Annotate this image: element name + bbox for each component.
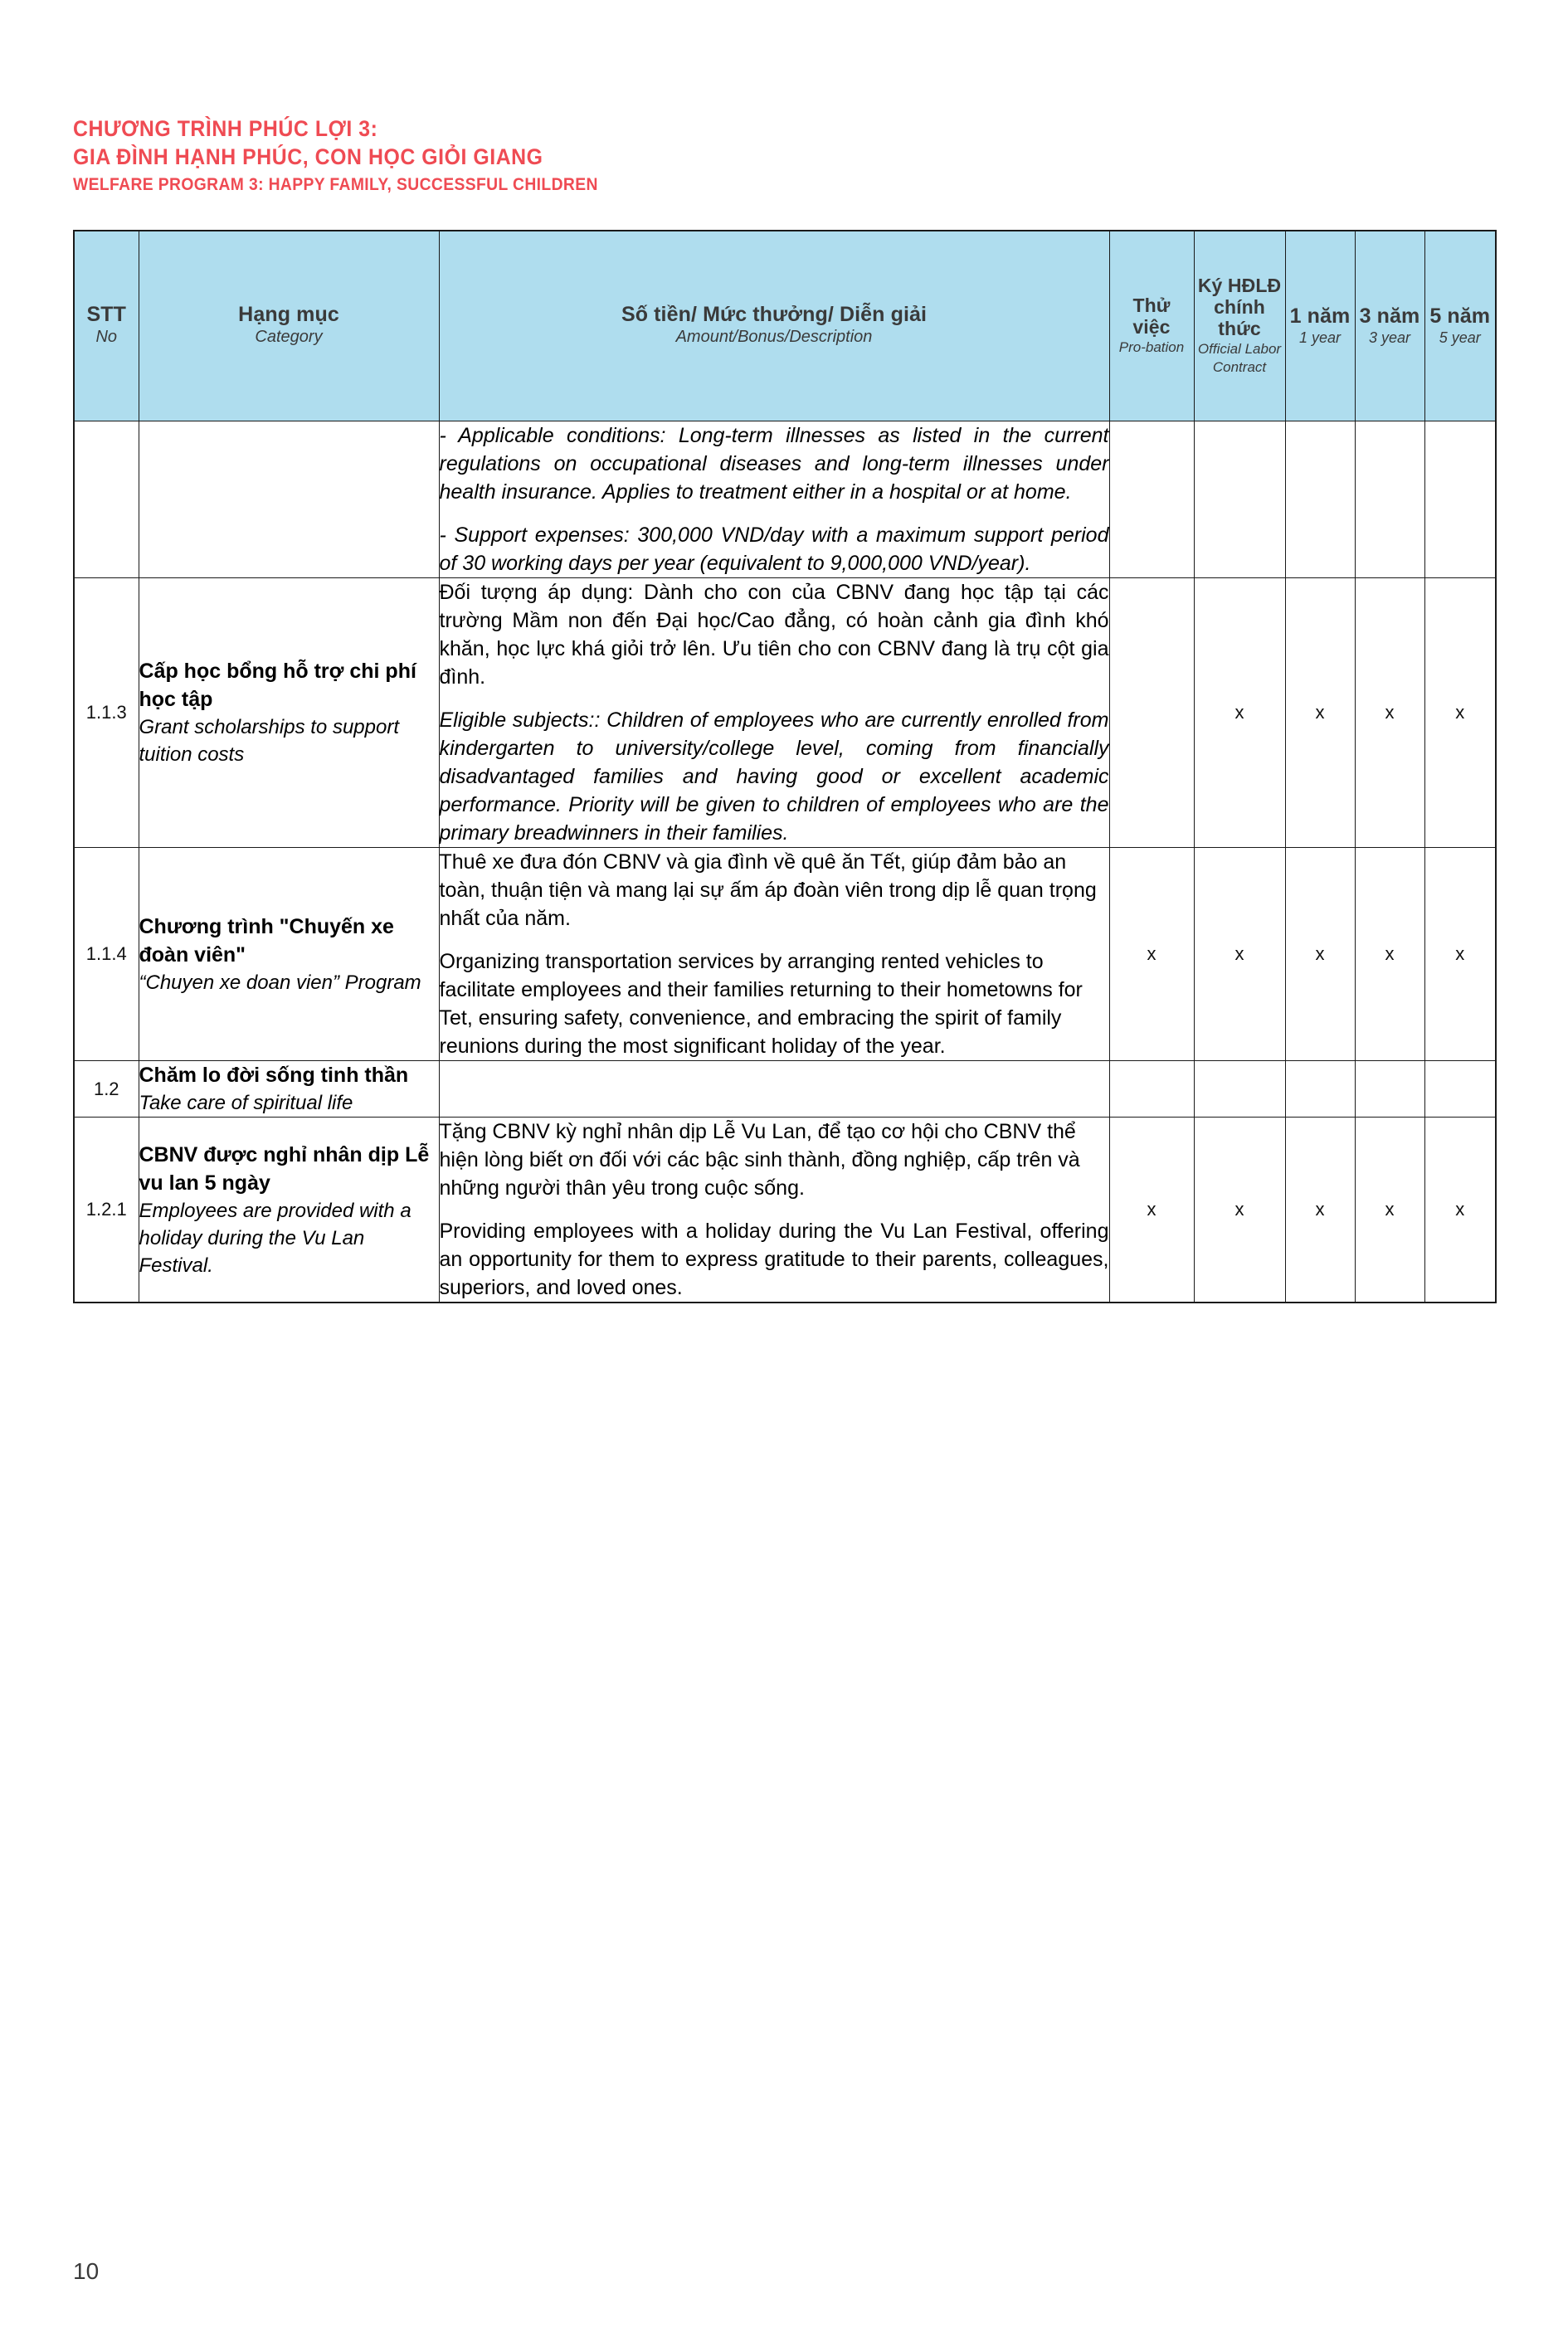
column-header-official-contract-vn: Ký HĐLĐ chính thức bbox=[1197, 274, 1282, 339]
description-cell bbox=[439, 848, 1109, 1061]
table-body bbox=[74, 421, 1496, 1303]
column-header-probation-en: Pro-bation bbox=[1118, 338, 1185, 355]
column-header-category-en: Category bbox=[255, 328, 323, 346]
eligibility-mark-y5: x bbox=[1424, 848, 1496, 1061]
eligibility-mark-y3: x bbox=[1355, 848, 1424, 1061]
eligibility-mark-probation: x bbox=[1109, 1118, 1194, 1303]
column-header-official-contract bbox=[1194, 231, 1285, 421]
column-header-stt-en: No bbox=[95, 328, 118, 346]
category-title-en: Grant scholarships to support tuition costs bbox=[139, 716, 399, 766]
column-header-1-year bbox=[1285, 231, 1355, 421]
table-row bbox=[74, 421, 1496, 578]
description-paragraph: Organizing transportation services by arranging rented vehicles to facilitate employees and their families returning to their hometowns for Tet, ensuring safety, convenience, and embracing the spirit of family reunions during the most significant holiday of the year. bbox=[439, 950, 1083, 1058]
description-paragraph: Providing employees with a holiday during the Vu Lan Festival, offering an opportunity for them to express gratitude to their parents, colleagues, superiors, and loved ones. bbox=[439, 1220, 1109, 1299]
eligibility-mark-y5 bbox=[1424, 421, 1496, 578]
column-header-description-en: Amount/Bonus/Description bbox=[675, 328, 873, 346]
eligibility-mark-official bbox=[1194, 421, 1285, 578]
column-header-3-year-en: 3 year bbox=[1368, 329, 1411, 346]
column-header-description bbox=[439, 231, 1109, 421]
eligibility-mark-y1: x bbox=[1285, 578, 1355, 848]
row-number-cell: 1.1.3 bbox=[74, 578, 139, 848]
eligibility-mark-official: x bbox=[1194, 848, 1285, 1061]
table-header-row bbox=[74, 231, 1496, 421]
description-cell bbox=[439, 578, 1109, 848]
column-header-stt-vn: STT bbox=[86, 303, 127, 326]
table-row bbox=[74, 1118, 1496, 1303]
eligibility-mark-probation: x bbox=[1109, 848, 1194, 1061]
column-header-1-year-vn: 1 năm bbox=[1289, 304, 1351, 328]
description-paragraph: Tặng CBNV kỳ nghỉ nhân dịp Lễ Vu Lan, để tạo cơ hội cho CBNV thể hiện lòng biết ơn đối với các bậc sinh thành, đồng nghiệp, cấp trên và những người thân yêu trong cuộc sống. bbox=[439, 1120, 1080, 1200]
benefits-table-container bbox=[73, 230, 1495, 1303]
category-title-vn: Cấp học bổng hỗ trợ chi phí học tập bbox=[139, 660, 416, 711]
eligibility-mark-probation bbox=[1109, 421, 1194, 578]
column-header-1-year-en: 1 year bbox=[1298, 329, 1342, 346]
column-header-description-vn: Số tiền/ Mức thưởng/ Diễn giải bbox=[621, 303, 928, 326]
category-title-vn: Chăm lo đời sống tinh thần bbox=[139, 1064, 409, 1087]
program-title-line-2: GIA ĐÌNH HẠNH PHÚC, CON HỌC GIỎI GIANG bbox=[73, 144, 543, 169]
eligibility-mark-y1 bbox=[1285, 1061, 1355, 1118]
column-header-5-year-en: 5 year bbox=[1439, 329, 1481, 346]
column-header-stt bbox=[74, 231, 139, 421]
description-paragraph: Đối tượng áp dụng: Dành cho con của CBNV đang học tập tại các trường Mầm non đến Đại học/Cao đẳng, có hoàn cảnh gia đình khó khăn, học lực khá giỏi trở lên. Ưu tiên cho con CBNV đang là trụ cột gia đình. bbox=[439, 581, 1109, 689]
eligibility-mark-y5: x bbox=[1424, 578, 1496, 848]
column-header-3-year-vn: 3 năm bbox=[1359, 304, 1420, 328]
description-paragraph: Eligible subjects:: Children of employees who are currently enrolled from kindergarten to university/college level, coming from financially disadvantaged families and having good or excellent academic performance. Priority will be given to children of employees who are the primary breadwinners in their families. bbox=[439, 709, 1109, 845]
description-cell bbox=[439, 1118, 1109, 1303]
category-cell bbox=[139, 421, 439, 578]
document-header bbox=[73, 114, 1317, 197]
program-title-english: WELFARE PROGRAM 3: HAPPY FAMILY, SUCCESSFUL CHILDREN bbox=[73, 175, 598, 194]
row-number-cell: 1.1.4 bbox=[74, 848, 139, 1061]
row-number-cell: 1.2 bbox=[74, 1061, 139, 1118]
description-cell bbox=[439, 421, 1109, 578]
description-paragraph: - Applicable conditions: Long-term illnesses as listed in the current regulations on occupational diseases and long-term illnesses under health insurance. Applies to treatment either in a hospital or at home. bbox=[439, 424, 1109, 504]
eligibility-mark-y3 bbox=[1355, 1061, 1424, 1118]
program-title-line-1: CHƯƠNG TRÌNH PHÚC LỢI 3: bbox=[73, 116, 378, 141]
category-cell bbox=[139, 578, 439, 848]
eligibility-mark-official: x bbox=[1194, 578, 1285, 848]
eligibility-mark-probation bbox=[1109, 1061, 1194, 1118]
description-paragraph: Thuê xe đưa đón CBNV và gia đình về quê ăn Tết, giúp đảm bảo an toàn, thuận tiện và mang lại sự ấm áp đoàn viên trong dịp lễ quan trọng nhất của năm. bbox=[439, 850, 1097, 930]
description-cell bbox=[439, 1061, 1109, 1118]
column-header-5-year-vn: 5 năm bbox=[1429, 304, 1491, 328]
category-title-vn: CBNV được nghỉ nhân dịp Lễ vu lan 5 ngày bbox=[139, 1142, 430, 1195]
column-header-category-vn: Hạng mục bbox=[238, 303, 339, 326]
eligibility-mark-official bbox=[1194, 1061, 1285, 1118]
eligibility-mark-y1 bbox=[1285, 421, 1355, 578]
column-header-probation bbox=[1109, 231, 1194, 421]
table-row bbox=[74, 848, 1496, 1061]
category-cell bbox=[139, 848, 439, 1061]
eligibility-mark-y1: x bbox=[1285, 1118, 1355, 1303]
category-cell bbox=[139, 1118, 439, 1303]
category-title-en: “Chuyen xe doan vien” Program bbox=[139, 971, 421, 994]
benefits-table bbox=[73, 230, 1497, 1303]
eligibility-mark-y3 bbox=[1355, 421, 1424, 578]
eligibility-mark-y1: x bbox=[1285, 848, 1355, 1061]
column-header-category bbox=[139, 231, 439, 421]
column-header-official-contract-en: Official Labor Contract bbox=[1197, 340, 1282, 375]
description-paragraph: - Support expenses: 300,000 VND/day with a maximum support period of 30 working days per year (equivalent to 9,000,000 VND/year). bbox=[439, 523, 1109, 575]
eligibility-mark-y5 bbox=[1424, 1061, 1496, 1118]
category-title-en: Employees are provided with a holiday during the Vu Lan Festival. bbox=[139, 1199, 411, 1277]
row-number-cell bbox=[74, 421, 139, 578]
row-number-cell: 1.2.1 bbox=[74, 1118, 139, 1303]
category-cell bbox=[139, 1061, 439, 1118]
category-title-vn: Chương trình "Chuyến xe đoàn viên" bbox=[139, 914, 394, 967]
column-header-probation-vn: Thử việc bbox=[1132, 294, 1171, 338]
table-row bbox=[74, 578, 1496, 848]
column-header-3-year bbox=[1355, 231, 1424, 421]
column-header-5-year bbox=[1424, 231, 1496, 421]
category-title-en: Take care of spiritual life bbox=[139, 1092, 353, 1114]
eligibility-mark-official: x bbox=[1194, 1118, 1285, 1303]
eligibility-mark-y3: x bbox=[1355, 1118, 1424, 1303]
eligibility-mark-y3: x bbox=[1355, 578, 1424, 848]
eligibility-mark-y5: x bbox=[1424, 1118, 1496, 1303]
eligibility-mark-probation bbox=[1109, 578, 1194, 848]
table-row bbox=[74, 1061, 1496, 1118]
page-number: 10 bbox=[73, 2258, 100, 2284]
